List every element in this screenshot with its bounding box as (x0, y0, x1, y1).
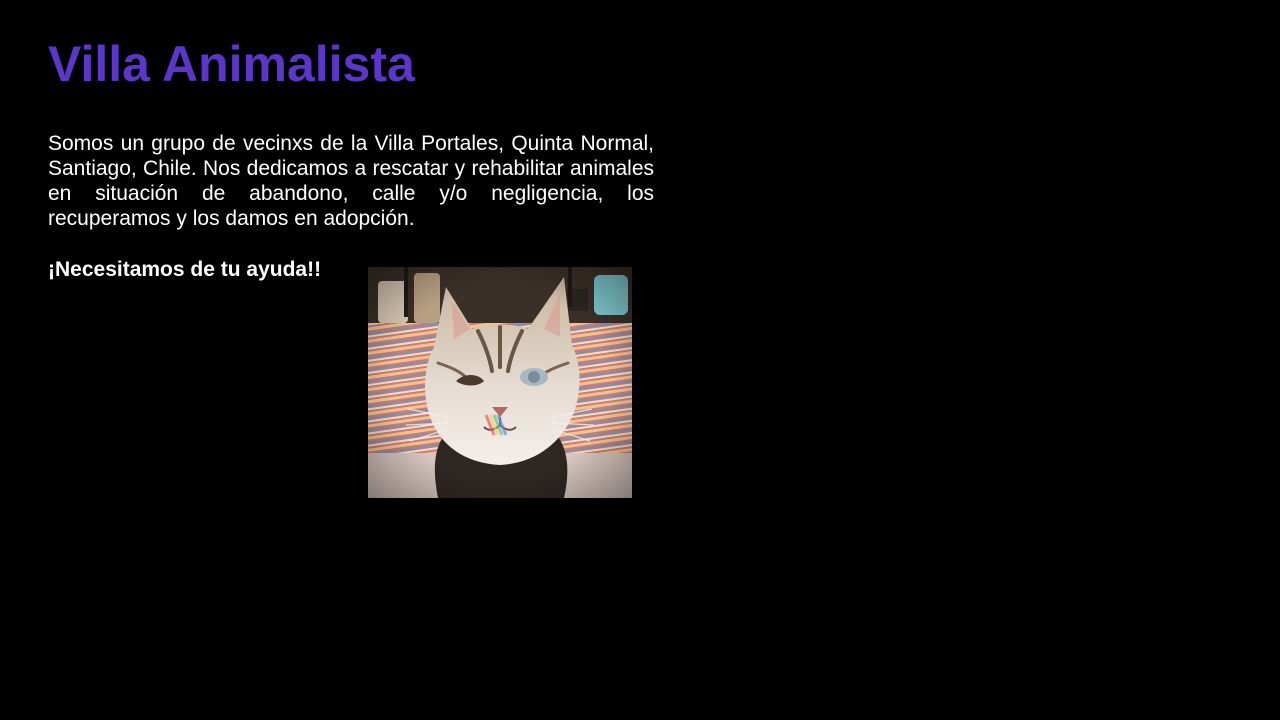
page-title: Villa Animalista (48, 36, 415, 92)
intro-paragraph: Somos un grupo de vecinxs de la Villa Portales, Quinta Normal, Santiago, Chile. Nos dedicamos a rescatar y rehabilitar animales en situación de abandono, calle y/o negligencia, los recuperamos y los damos en adopción. (48, 132, 654, 230)
cat-photo-icon (368, 267, 632, 498)
cat-photo (368, 267, 632, 498)
help-section (48, 257, 654, 502)
help-heading: ¡Necesitamos de tu ayuda!! (48, 258, 322, 281)
